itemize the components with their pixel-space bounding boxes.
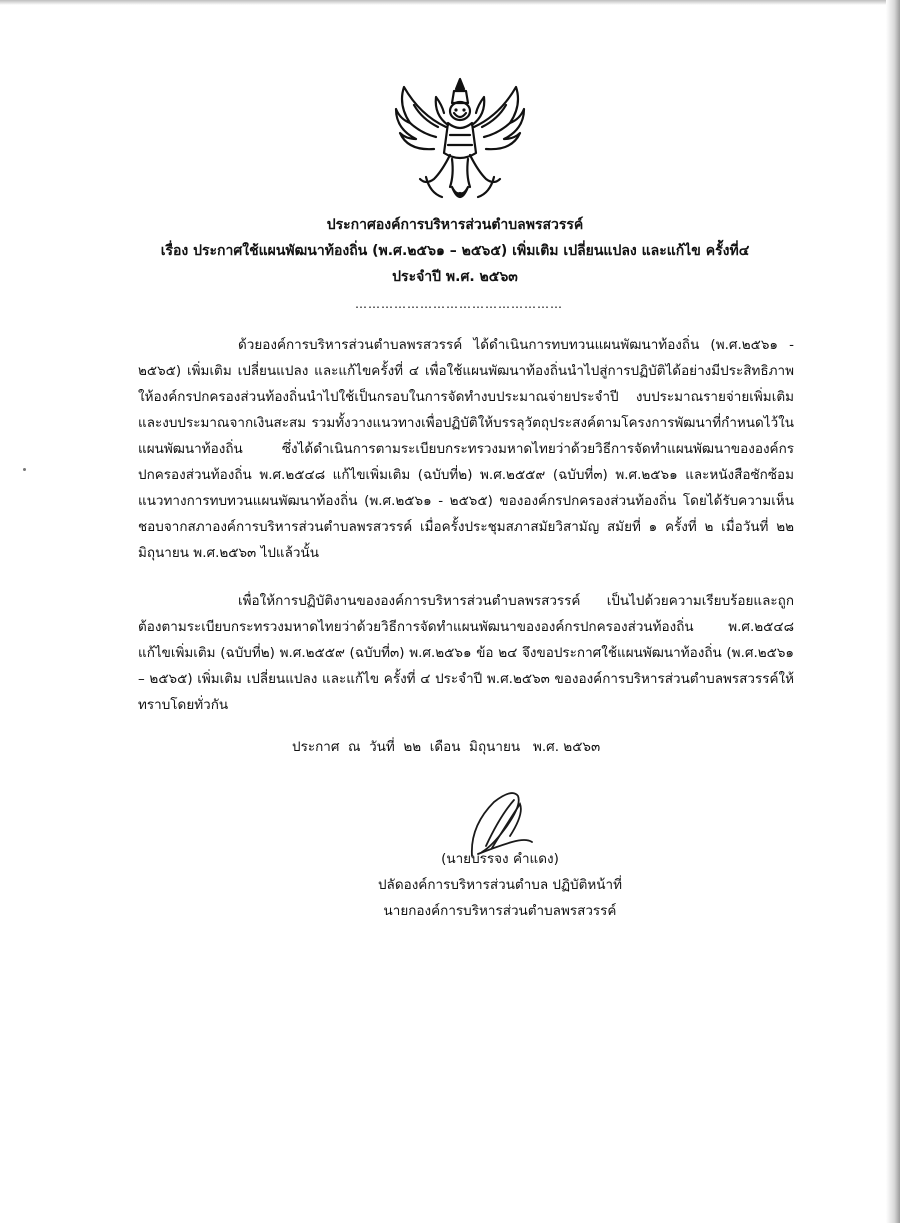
scan-speck: [23, 468, 26, 471]
paragraph-2-text: เพื่อให้การปฏิบัติงานขององค์การบริหารส่วนตำบลพรสวรรค์ เป็นไปด้วยความเรียบร้อยและถูกต้องตามระเบียบกระทรวงมหาดไทยว่าด้วยวิธีการจัดทำแผนพัฒนาขององค์กรปกครองส่วนท้องถิ่น พ.ศ.๒๕๔๘ แก้ไขเพิ่มเติม (ฉบับที่๒) พ.ศ.๒๕๕๙ (ฉบับที่๓) พ.ศ.๒๕๖๑ ข้อ ๒๔ จึงขอประกาศใช้แผนพัฒนาท้องถิ่น (พ.ศ.๒๕๖๑ – ๒๕๖๕) เพิ่มเติม เปลี่ยนแปลง และแก้ไข ครั้งที่ ๔ ประจำปี พ.ศ.๒๕๖๓ ขององค์การบริหารส่วนตำบลพรสวรรค์ให้ทราบโดยทั่วกัน: [138, 593, 794, 713]
scan-right-edge: [886, 0, 900, 1223]
scan-top-edge: [0, 0, 900, 5]
announcement-year: ประจำปี พ.ศ. ๒๕๖๓: [392, 269, 518, 285]
body-paragraph-2: [138, 588, 794, 718]
announcement-title: ประกาศองค์การบริหารส่วนตำบลพรสวรรค์: [326, 217, 584, 233]
paragraph-1-text: ด้วยองค์การบริหารส่วนตำบลพรสวรรค์ ได้ดำเนินการทบทวนแผนพัฒนาท้องถิ่น (พ.ศ.๒๕๖๑ - ๒๕๖๕) เพิ่มเติม เปลี่ยนแปลง และแก้ไขครั้งที่ ๔ เพื่อใช้แผนพัฒนาท้องถิ่นนำไปสู่การปฏิบัติได้อย่างมีประสิทธิภาพ ให้องค์กรปกครองส่วนท้องถิ่นนำไปใช้เป็นกรอบในการจัดทำงบประมาณจ่ายประจำปี งบประมาณรายจ่ายเพิ่มเติม และงบประมาณจากเงินสะสม รวมทั้งวางแนวทางเพื่อปฏิบัติให้บรรลุวัตถุประสงค์ตามโครงการพัฒนาที่กำหนดไว้ในแผนพัฒนาท้องถิ่น ซึ่งได้ดำเนินการตามระเบียบกระทรวงมหาดไทยว่าด้วยวิธีการจัดทำแผนพัฒนาขององค์กรปกครองส่วนท้องถิ่น พ.ศ.๒๕๔๘ แก้ไขเพิ่มเติม (ฉบับที่๒) พ.ศ.๒๕๕๙ (ฉบับที่๓) พ.ศ.๒๕๖๑ และหนังสือซักซ้อมแนวทางการทบทวนแผนพัฒนาท้องถิ่น (พ.ศ.๒๕๖๑ - ๒๕๖๕) ขององค์กรปกครองส่วนท้องถิ่น โดยได้รับความเห็นชอบจากสภาองค์การบริหารส่วนตำบลพรสวรรค์ เมื่อครั้งประชุมสภาสมัยวิสามัญ สมัยที่ ๑ ครั้งที่ ๒ เมื่อวันที่ ๒๒ มิถุนายน พ.ศ.๒๕๖๓ ไปแล้วนั้น: [138, 337, 794, 561]
separator-line: …………………………………………: [355, 297, 563, 311]
signatory-position-1: ปลัดองค์การบริหารส่วนตำบล ปฏิบัติหน้าที่: [377, 877, 622, 893]
garuda-emblem-icon: [390, 75, 530, 210]
signatory-position-2: นายกองค์การบริหารส่วนตำบลพรสวรรค์: [383, 903, 617, 919]
signatory-name: (นายบรรจง คำแดง): [441, 851, 559, 867]
announcement-date: ประกาศ ณ วันที่ ๒๒ เดือน มิถุนายน พ.ศ. ๒๕๖๓: [292, 739, 601, 755]
announcement-subject: เรื่อง ประกาศใช้แผนพัฒนาท้องถิ่น (พ.ศ.๒๕๖๑ – ๒๕๖๕) เพิ่มเติม เปลี่ยนแปลง และแก้ไข ครั้งที่๔: [160, 243, 750, 259]
body-paragraph-1: [138, 332, 794, 566]
